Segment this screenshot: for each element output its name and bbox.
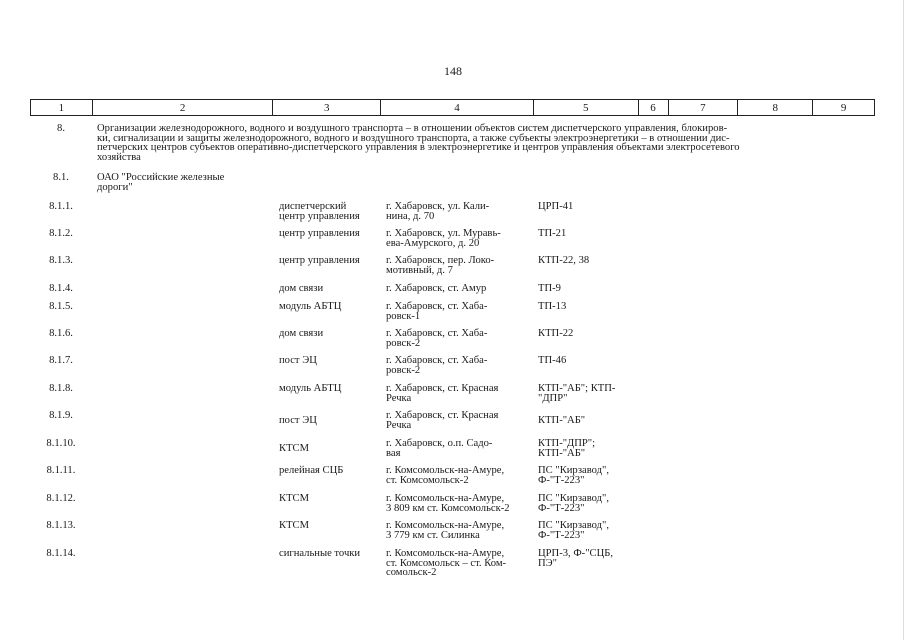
- power-source-line: ПС "Кирзавод",: [538, 493, 610, 504]
- object-name: [279, 494, 384, 504]
- section-line: ки, сигнализации и защиты железнодорожного, водного и воздушного транспорта, а также субъекты электроэнергетики – в отношении дис-: [97, 132, 730, 144]
- power-source-line: КТП-"АБ": [538, 415, 586, 426]
- object-name-line: пост ЭЦ: [279, 355, 317, 366]
- object-address-line: г. Комсомольск-на-Амуре,: [386, 520, 505, 531]
- object-address-line: ровск-2: [386, 337, 421, 349]
- header-col-4: 4: [381, 100, 534, 115]
- object-address-line: г. Комсомольск-на-Амуре,: [386, 493, 505, 504]
- power-source: [538, 549, 638, 568]
- object-address-line: г. Хабаровск, ст. Красная: [386, 410, 499, 421]
- object-address-line: ровск-2: [386, 364, 421, 376]
- power-source-line: ПЭ": [538, 557, 557, 569]
- power-source: [538, 466, 638, 485]
- object-address: [386, 384, 532, 403]
- power-source: [538, 329, 638, 339]
- object-address: [386, 329, 532, 348]
- power-source: [538, 416, 638, 426]
- power-source-line: ТП-46: [538, 355, 567, 366]
- object-address-line: Речка: [386, 392, 412, 404]
- power-source: [538, 521, 638, 540]
- power-source-line: ТП-9: [538, 283, 561, 294]
- object-name: [279, 329, 384, 339]
- object-address: [386, 302, 532, 321]
- subsection-line: ОАО "Российские железные: [97, 172, 225, 183]
- power-source: [538, 284, 638, 294]
- object-address-line: г. Комсомольск-на-Амуре,: [386, 548, 505, 559]
- section-description: [97, 124, 873, 162]
- object-address: [386, 202, 532, 221]
- power-source-line: Ф-"Т-223": [538, 502, 585, 514]
- section-number: 8.: [57, 123, 65, 134]
- power-source-line: "ДПР": [538, 392, 568, 404]
- header-col-5: 5: [534, 100, 639, 115]
- scan-margin-line: [903, 0, 904, 640]
- header-col-8: 8: [738, 100, 813, 115]
- object-name-line: центр управления: [279, 228, 360, 239]
- object-address: [386, 229, 532, 248]
- object-address-line: мотивный, д. 7: [386, 264, 453, 276]
- object-address: [386, 466, 532, 485]
- header-col-9: 9: [840, 101, 847, 114]
- object-name-line: релейная СЦБ: [279, 465, 344, 476]
- object-name: [279, 356, 384, 366]
- row-number: 8.1.6.: [49, 328, 73, 339]
- power-source-line: КТП-"АБ"; КТП-: [538, 383, 616, 394]
- row-number: 8.1.2.: [49, 228, 73, 239]
- row-number: 8.1.13.: [46, 520, 76, 531]
- power-source-line: ТП-13: [538, 301, 567, 312]
- power-source-line: КТП-"АБ": [538, 447, 586, 459]
- row-number: 8.1.11.: [46, 465, 76, 476]
- row-number: 8.1.14.: [46, 548, 76, 559]
- object-address: [386, 356, 532, 375]
- object-name-line: КТСМ: [279, 520, 310, 531]
- object-address: [386, 411, 532, 430]
- row-number: 8.1.10.: [46, 438, 76, 449]
- power-source-line: ЦРП-41: [538, 201, 574, 212]
- power-source: [538, 202, 638, 212]
- object-name: [279, 256, 384, 266]
- object-address-line: ст. Комсомольск-2: [386, 474, 469, 486]
- section-line: хозяйства: [97, 151, 141, 163]
- object-address-line: г. Хабаровск, ст. Амур: [386, 283, 487, 294]
- object-name-line: дом связи: [279, 328, 324, 339]
- header-col-7: 7: [669, 100, 739, 115]
- object-address: [386, 521, 532, 540]
- power-source-line: КТП-"ДПР";: [538, 438, 596, 449]
- object-address: [386, 284, 532, 294]
- power-source-line: Ф-"Т-223": [538, 529, 585, 541]
- object-address-line: 3 779 км ст. Силинка: [386, 529, 480, 541]
- object-address-line: ева-Амурского, д. 20: [386, 237, 480, 249]
- object-address-line: г. Хабаровск, ул. Кали-: [386, 201, 490, 212]
- object-name: [279, 202, 384, 221]
- object-name-line: сигнальные точки: [279, 548, 361, 559]
- object-address-line: г. Хабаровск, ст. Хаба-: [386, 301, 488, 312]
- power-source-line: ПС "Кирзавод",: [538, 520, 610, 531]
- power-source-line: ЦРП-3, Ф-"СЦБ,: [538, 548, 613, 559]
- row-number: 8.1.12.: [46, 493, 76, 504]
- object-address-line: вая: [386, 447, 401, 459]
- object-name: [279, 444, 384, 454]
- object-address-line: г. Хабаровск, ул. Муравь-: [386, 228, 501, 239]
- object-name-line: КТСМ: [279, 443, 310, 454]
- power-source-line: ПС "Кирзавод",: [538, 465, 610, 476]
- power-source: [538, 356, 638, 366]
- object-address-line: 3 809 км ст. Комсомольск-2: [386, 502, 510, 514]
- object-address-line: Речка: [386, 419, 412, 431]
- object-address-line: ст. Комсомольск – ст. Ком-: [386, 557, 507, 569]
- object-address-line: г. Хабаровск, ст. Хаба-: [386, 328, 488, 339]
- object-name: [279, 549, 384, 559]
- subsection-organization: [97, 173, 272, 192]
- power-source-line: КТП-22, 38: [538, 255, 590, 266]
- object-name: [279, 302, 384, 312]
- object-name-line: модуль АБТЦ: [279, 301, 342, 312]
- row-number: 8.1.1.: [49, 201, 73, 212]
- header-col-2: 2: [93, 100, 274, 115]
- object-name-line: КТСМ: [279, 493, 310, 504]
- object-address: [386, 256, 532, 275]
- object-name: [279, 384, 384, 394]
- row-number: 8.1.7.: [49, 355, 73, 366]
- object-address: [386, 439, 532, 458]
- page-number: 148: [444, 64, 462, 78]
- row-number: 8.1.8.: [49, 383, 73, 394]
- header-col-1: 1: [31, 100, 93, 115]
- table-header-row: [30, 99, 875, 116]
- power-source: [538, 229, 638, 239]
- power-source-line: ТП-21: [538, 228, 567, 239]
- object-name-line: диспетчерский: [279, 201, 347, 212]
- section-line: Организации железнодорожного, водного и воздушного транспорта – в отношении объектов систем диспетчерского управления, блокиров-: [97, 123, 728, 134]
- section-line: петчерских центров субъектов оперативно-диспетчерского управления в электроэнергетике и центров управления объектами электросетевого: [97, 142, 740, 154]
- object-address-line: г. Хабаровск, ст. Хаба-: [386, 355, 488, 366]
- subsection-line: дороги": [97, 181, 133, 193]
- object-address-line: г. Хабаровск, ст. Красная: [386, 383, 499, 394]
- object-address-line: г. Комсомольск-на-Амуре,: [386, 465, 505, 476]
- object-name-line: центр управления: [279, 255, 360, 266]
- object-name-line: центр управления: [279, 210, 360, 222]
- power-source: [538, 256, 638, 266]
- subsection-number: 8.1.: [53, 172, 69, 183]
- object-address-line: г. Хабаровск, о.п. Садо-: [386, 438, 493, 449]
- row-number: 8.1.3.: [49, 255, 73, 266]
- object-name-line: модуль АБТЦ: [279, 383, 342, 394]
- power-source: [538, 302, 638, 312]
- object-address-line: г. Хабаровск, пер. Локо-: [386, 255, 495, 266]
- object-address-line: нина, д. 70: [386, 210, 435, 222]
- row-number: 8.1.9.: [49, 410, 73, 421]
- power-source-line: Ф-"Т-223": [538, 474, 585, 486]
- row-number: 8.1.4.: [49, 283, 73, 294]
- object-name-line: пост ЭЦ: [279, 415, 317, 426]
- object-address: [386, 549, 532, 578]
- object-name: [279, 416, 384, 426]
- object-name: [279, 284, 384, 294]
- object-address-line: ровск-1: [386, 310, 421, 322]
- power-source: [538, 439, 638, 458]
- object-name: [279, 521, 384, 531]
- row-number: 8.1.5.: [49, 301, 73, 312]
- power-source: [538, 384, 638, 403]
- object-name: [279, 229, 384, 239]
- object-name: [279, 466, 384, 476]
- object-address: [386, 494, 532, 513]
- header-col-3: 3: [273, 100, 381, 115]
- power-source: [538, 494, 638, 513]
- power-source-line: КТП-22: [538, 328, 574, 339]
- header-col-6: 6: [639, 100, 669, 115]
- object-name-line: дом связи: [279, 283, 324, 294]
- object-address-line: сомольск-2: [386, 567, 437, 579]
